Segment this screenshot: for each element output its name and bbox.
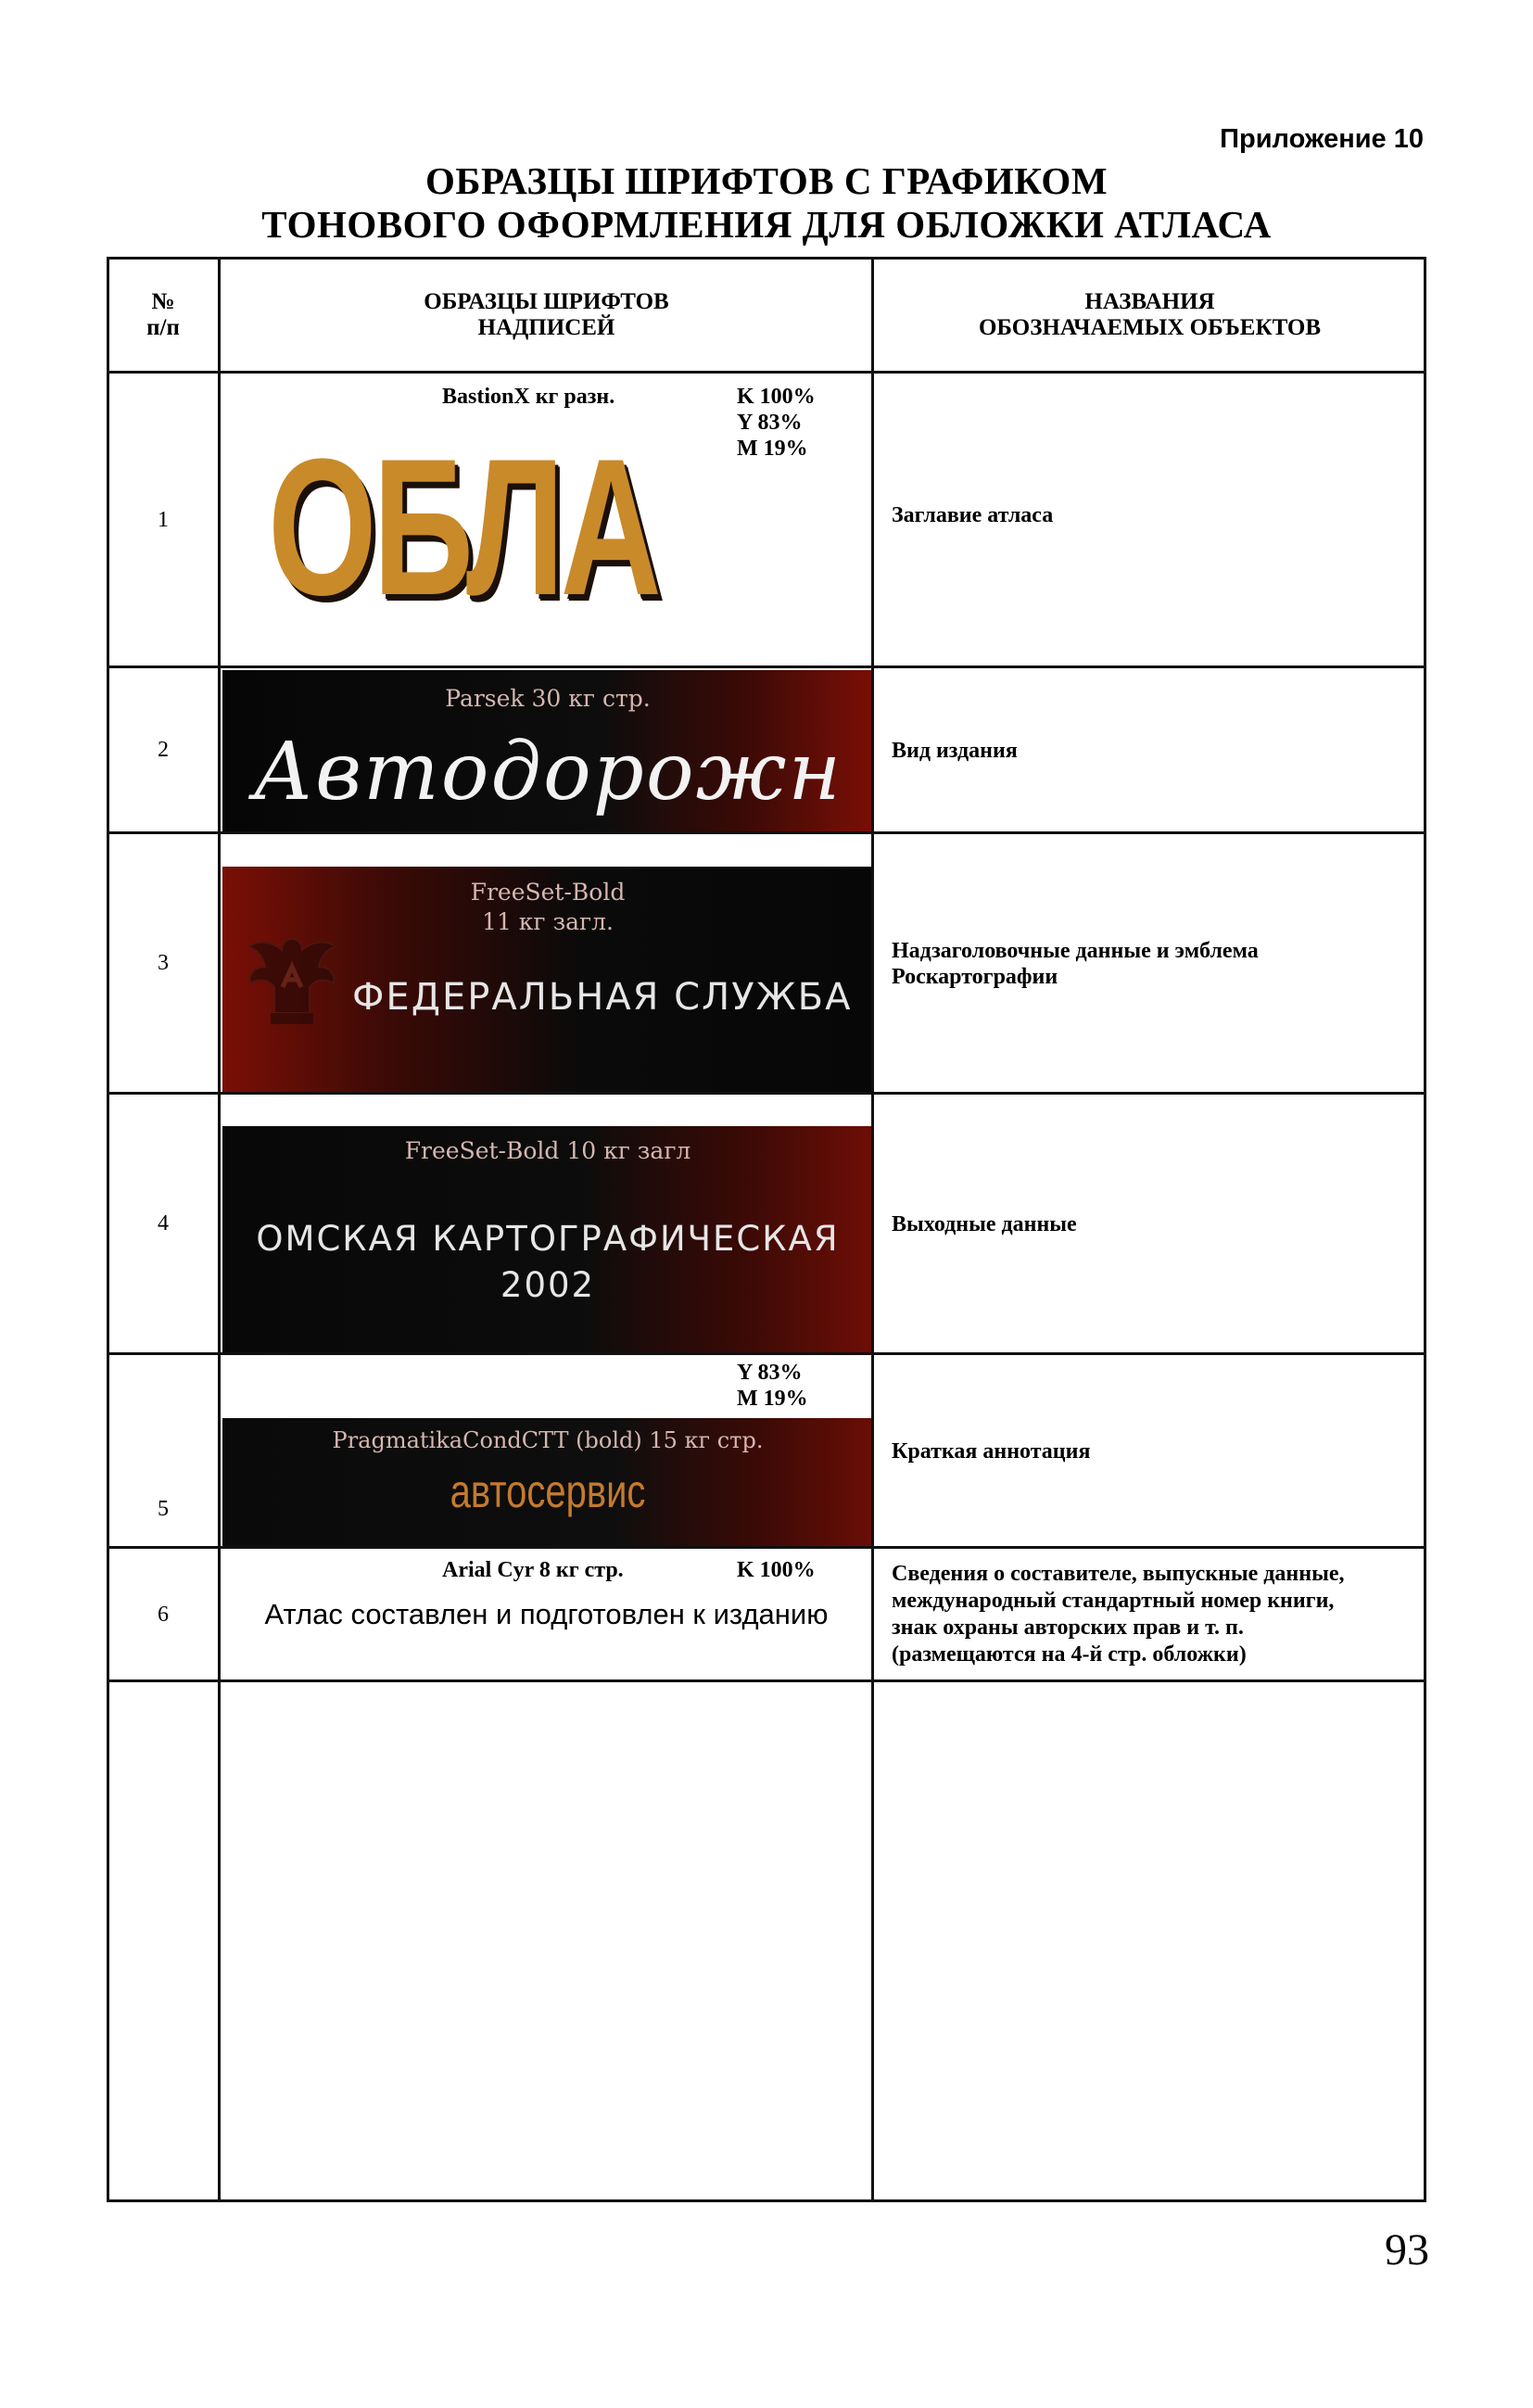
row-3-description-line-2: Роскартографии bbox=[892, 964, 1058, 989]
table-border bbox=[107, 257, 1426, 2202]
row-divider bbox=[107, 665, 1426, 668]
row-3-font-note-line-2: 11 кг загл. bbox=[482, 908, 614, 935]
row-5-color-m: M 19% bbox=[737, 1387, 808, 1411]
row-6-description-line-3: знак охраны авторских прав и т. п. bbox=[892, 1616, 1244, 1640]
row-1-number: 1 bbox=[158, 507, 169, 532]
row-6-description-line-1: Сведения о составителе, выпускные данные, bbox=[892, 1562, 1345, 1586]
row-4-description-text: Выходные данные bbox=[892, 1211, 1077, 1236]
row-4-font-note: FreeSet-Bold 10 кг загл bbox=[404, 1137, 691, 1164]
header-names-line-1: НАЗВАНИЯ bbox=[1084, 288, 1215, 314]
page-title-line-2: ТОНОВОГО ОФОРМЛЕНИЯ ДЛЯ ОБЛОЖКИ АТЛАСА bbox=[261, 203, 1272, 246]
row-6-sample-text: Атлас составлен и подготовлен к изданию bbox=[264, 1598, 829, 1630]
row-2-font-note: Parsek 30 кг стр. bbox=[445, 685, 651, 712]
row-3-description-line-1: Надзаголовочные данные и эмблема bbox=[892, 938, 1259, 963]
row-3-font-note-line-1: FreeSet-Bold bbox=[470, 879, 626, 906]
row-2-description-text: Вид издания bbox=[892, 738, 1018, 763]
appendix-label: Приложение 10 bbox=[1220, 124, 1424, 154]
row-6-description-line-2: международный стандартный номер книги, bbox=[892, 1589, 1335, 1613]
column-divider bbox=[218, 257, 221, 2202]
row-5-description-text: Краткая аннотация bbox=[892, 1438, 1091, 1464]
row-5-font-note: PragmatikaCondCTT (bold) 15 кг стр. bbox=[332, 1427, 764, 1453]
row-4-number: 4 bbox=[158, 1211, 169, 1236]
header-names-line-2: ОБОЗНАЧАЕМЫХ ОБЪЕКТОВ bbox=[978, 314, 1322, 340]
page-title bbox=[0, 159, 1533, 247]
row-2-number: 2 bbox=[158, 738, 169, 762]
row-1-color-m: M 19% bbox=[737, 437, 808, 461]
row-5-color-y: Y 83% bbox=[737, 1361, 803, 1385]
page-number: 93 bbox=[1385, 2225, 1429, 2275]
row-5-number: 5 bbox=[158, 1497, 169, 1521]
row-6-font-note: Arial Cyr 8 кг стр. bbox=[442, 1558, 624, 1582]
row-divider bbox=[107, 1092, 1426, 1095]
column-divider bbox=[871, 257, 874, 2202]
row-6-description-line-4: (размещаются на 4-й стр. обложки) bbox=[892, 1642, 1247, 1667]
row-5-sample-text: автосервис bbox=[450, 1465, 646, 1517]
row-divider bbox=[107, 371, 1426, 374]
row-2-sample-text: Автодорожн bbox=[252, 726, 843, 818]
row-1-font-note: BastionX кг разн. bbox=[442, 385, 615, 409]
row-4-sample-line-2: 2002 bbox=[500, 1265, 596, 1305]
row-6-color-k: K 100% bbox=[737, 1558, 816, 1582]
header-samples-line-2: НАДПИСЕЙ bbox=[477, 314, 615, 340]
row-divider bbox=[107, 831, 1426, 834]
row-divider bbox=[107, 1679, 1426, 1682]
row-1-description-text: Заглавие атласа bbox=[892, 503, 1054, 527]
row-4-sample-line-1: ОМСКАЯ КАРТОГРАФИЧЕСКАЯ bbox=[256, 1219, 840, 1259]
header-samples-line-1: ОБРАЗЦЫ ШРИФТОВ bbox=[424, 288, 669, 314]
row-1-sample-text: ОБЛА bbox=[268, 418, 658, 636]
row-1-color-k: K 100% bbox=[737, 385, 816, 409]
row-divider bbox=[107, 1546, 1426, 1549]
page-title-line-1: ОБРАЗЦЫ ШРИФТОВ С ГРАФИКОМ bbox=[424, 159, 1109, 202]
row-3-sample-text: ФЕДЕРАЛЬНАЯ СЛУЖБА bbox=[352, 976, 853, 1019]
row-3-number: 3 bbox=[158, 951, 169, 975]
font-samples-table bbox=[107, 257, 1426, 2202]
row-6-number: 6 bbox=[158, 1602, 169, 1627]
header-num-line-1: № bbox=[151, 288, 175, 314]
row-1-color-y: Y 83% bbox=[737, 411, 803, 435]
header-num-line-2: п/п bbox=[146, 314, 180, 340]
row-divider bbox=[107, 1352, 1426, 1355]
